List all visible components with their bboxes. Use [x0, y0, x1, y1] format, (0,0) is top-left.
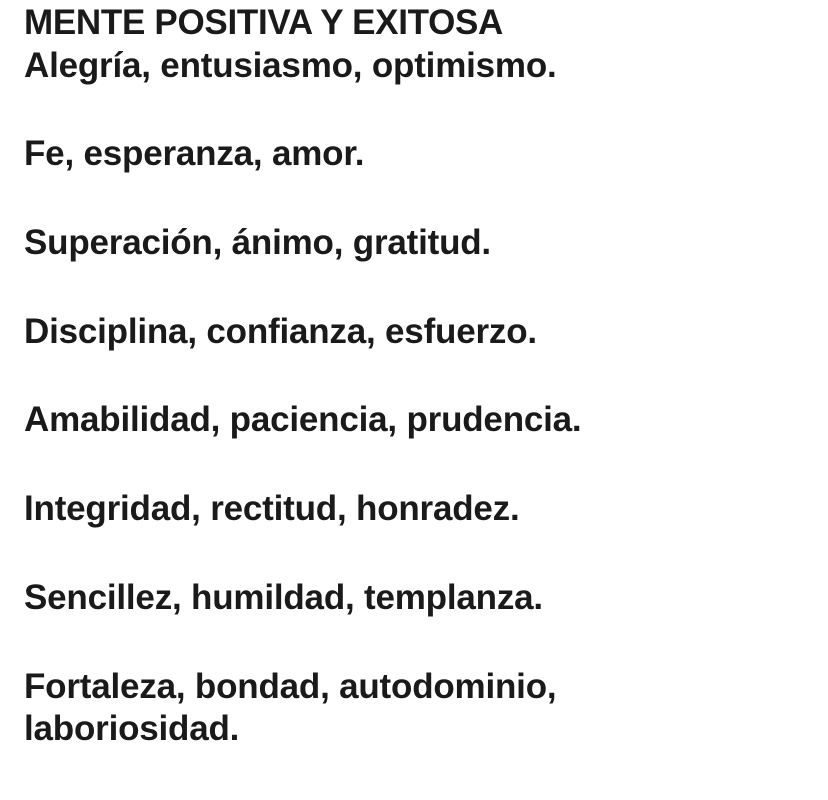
- text-line-7: Sencillez, humildad, templanza.: [24, 577, 543, 617]
- text-line-5: Amabilidad, paciencia, prudencia.: [24, 400, 582, 440]
- text-line-3: Superación, ánimo, gratitud.: [24, 223, 491, 263]
- text-line-6: Integridad, rectitud, honradez.: [24, 489, 520, 529]
- text-line-1: Alegría, entusiasmo, optimismo.: [24, 45, 557, 85]
- text-line-9: laboriosidad.: [24, 709, 240, 749]
- text-line-8: Fortaleza, bondad, autodominio,: [24, 666, 557, 706]
- text-line-2: Fe, esperanza, amor.: [24, 134, 365, 174]
- page-title: MENTE POSITIVA Y EXITOSA: [24, 3, 504, 42]
- text-line-4: Disciplina, confianza, esfuerzo.: [24, 311, 537, 351]
